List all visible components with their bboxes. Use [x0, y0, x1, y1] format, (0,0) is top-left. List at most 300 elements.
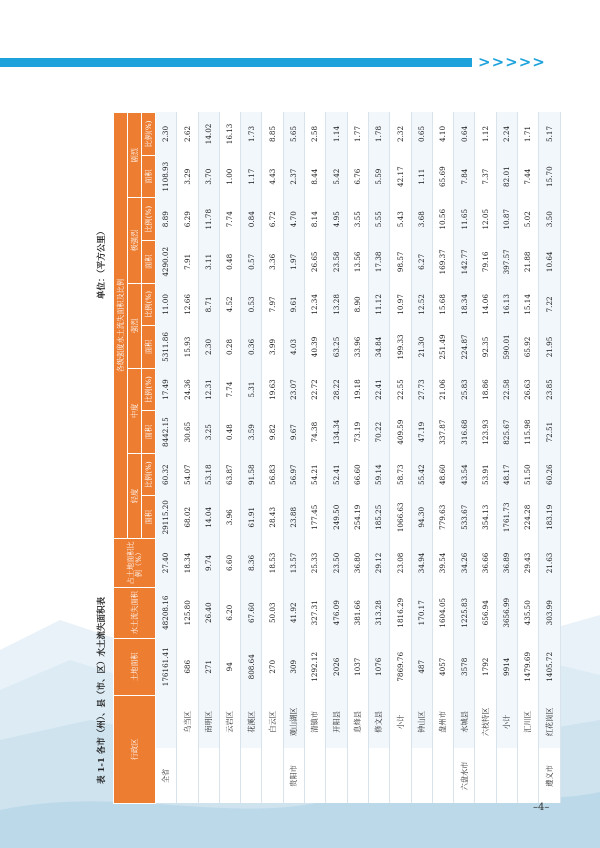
city-cell — [177, 748, 198, 803]
value-cell: 13.56 — [347, 241, 368, 284]
county-cell: 六枝特区 — [475, 695, 496, 748]
value-cell: 3.70 — [198, 155, 219, 198]
value-cell: 9.61 — [283, 283, 304, 326]
value-cell: 6.72 — [262, 198, 283, 241]
city-cell — [305, 748, 326, 803]
value-cell: 125.80 — [177, 587, 198, 638]
county-cell: 修文县 — [368, 695, 389, 748]
header-arrows-icon: >>>>> — [478, 53, 546, 71]
value-cell: 27.40 — [156, 539, 177, 588]
value-cell: 9.82 — [262, 411, 283, 454]
table-body — [156, 113, 561, 804]
value-cell: 4.43 — [262, 155, 283, 198]
value-cell: 183.19 — [539, 496, 560, 539]
value-cell: 1108.93 — [156, 155, 177, 198]
value-cell: 8.44 — [305, 155, 326, 198]
value-cell: 30.65 — [177, 411, 198, 454]
value-cell: 9.67 — [283, 411, 304, 454]
city-cell: 全省 — [156, 748, 177, 803]
value-cell: 10.87 — [496, 198, 517, 241]
table-row — [518, 113, 539, 804]
table-row — [241, 113, 262, 804]
value-cell: 7.84 — [454, 155, 475, 198]
value-cell: 7.22 — [539, 283, 560, 326]
value-cell: 7.74 — [219, 368, 240, 411]
value-cell: 5.31 — [241, 368, 262, 411]
value-cell: 6.27 — [411, 241, 432, 284]
value-cell: 5.42 — [326, 155, 347, 198]
value-cell: 33.96 — [347, 326, 368, 369]
value-cell: 23.88 — [283, 496, 304, 539]
value-cell: 67.60 — [241, 587, 262, 638]
value-cell: 7.37 — [475, 155, 496, 198]
value-cell: 22.41 — [368, 368, 389, 411]
county-cell: 汇川区 — [518, 695, 539, 748]
value-cell: 12.31 — [198, 368, 219, 411]
value-cell: 6.29 — [177, 198, 198, 241]
value-cell: 2.58 — [305, 113, 326, 156]
header-sub-pct: 比例(%) — [142, 453, 156, 496]
value-cell: 13.28 — [326, 283, 347, 326]
value-cell: 55.42 — [411, 453, 432, 496]
header-sub-pct: 比例(%) — [142, 283, 156, 326]
value-cell: 142.77 — [454, 241, 475, 284]
header-sub-pct: 比例(%) — [142, 113, 156, 156]
value-cell: 176161.41 — [156, 638, 177, 695]
value-cell: 1.00 — [219, 155, 240, 198]
value-cell: 2.24 — [496, 113, 517, 156]
header-sub-pct: 比例(%) — [142, 198, 156, 241]
value-cell: 34.94 — [411, 539, 432, 588]
header-loss-pct: 占土地面积比例（%） — [114, 539, 156, 588]
value-cell: 1761.73 — [496, 496, 517, 539]
value-cell: 8.89 — [156, 198, 177, 241]
value-cell: 0.65 — [411, 113, 432, 156]
table-row — [432, 113, 453, 804]
value-cell: 686 — [177, 638, 198, 695]
value-cell: 2.37 — [283, 155, 304, 198]
value-cell: 18.86 — [475, 368, 496, 411]
value-cell: 21.88 — [518, 241, 539, 284]
value-cell: 65.92 — [518, 326, 539, 369]
value-cell: 224.28 — [518, 496, 539, 539]
value-cell: 0.48 — [219, 241, 240, 284]
county-cell: 小计 — [390, 695, 411, 748]
value-cell: 3.50 — [539, 198, 560, 241]
value-cell: 3.29 — [177, 155, 198, 198]
value-cell: 53.18 — [198, 453, 219, 496]
value-cell: 270 — [262, 638, 283, 695]
county-cell: 云岩区 — [219, 695, 240, 748]
table-row — [347, 113, 368, 804]
value-cell: 22.72 — [305, 368, 326, 411]
value-cell: 27.73 — [411, 368, 432, 411]
value-cell: 36.80 — [347, 539, 368, 588]
table-row — [411, 113, 432, 804]
value-cell: 0.84 — [241, 198, 262, 241]
value-cell: 8442.15 — [156, 411, 177, 454]
value-cell: 3656.99 — [496, 587, 517, 638]
value-cell: 29.12 — [368, 539, 389, 588]
value-cell: 487 — [411, 638, 432, 695]
city-cell — [368, 748, 389, 803]
value-cell: 91.58 — [241, 453, 262, 496]
value-cell: 1479.69 — [518, 638, 539, 695]
table-row — [262, 113, 283, 804]
value-cell: 48208.16 — [156, 587, 177, 638]
value-cell: 16.13 — [496, 283, 517, 326]
value-cell: 6.20 — [219, 587, 240, 638]
value-cell: 6.76 — [347, 155, 368, 198]
value-cell: 4057 — [432, 638, 453, 695]
value-cell: 224.87 — [454, 326, 475, 369]
county-cell: 南明区 — [198, 695, 219, 748]
value-cell: 18.34 — [177, 539, 198, 588]
value-cell: 337.87 — [432, 411, 453, 454]
value-cell: 354.13 — [475, 496, 496, 539]
header-sub-area: 面积 — [142, 155, 156, 198]
value-cell: 3.36 — [262, 241, 283, 284]
value-cell: 3.55 — [347, 198, 368, 241]
header-color-band — [0, 58, 472, 67]
value-cell: 0.53 — [241, 283, 262, 326]
value-cell: 68.02 — [177, 496, 198, 539]
value-cell: 24.36 — [177, 368, 198, 411]
value-cell: 199.33 — [390, 326, 411, 369]
value-cell: 7.44 — [518, 155, 539, 198]
table-header — [114, 113, 156, 804]
value-cell: 14.04 — [198, 496, 219, 539]
county-cell: 息烽县 — [347, 695, 368, 748]
header-region: 行政区 — [114, 695, 156, 803]
value-cell: 303.99 — [539, 587, 560, 638]
value-cell: 16.13 — [219, 113, 240, 156]
value-cell: 94.30 — [411, 496, 432, 539]
value-cell: 397.57 — [496, 241, 517, 284]
value-cell: 177.45 — [305, 496, 326, 539]
value-cell: 327.31 — [305, 587, 326, 638]
value-cell: 10.97 — [390, 283, 411, 326]
value-cell: 251.49 — [432, 326, 453, 369]
county-cell: 开阳县 — [326, 695, 347, 748]
value-cell: 0.48 — [219, 411, 240, 454]
value-cell: 40.39 — [305, 326, 326, 369]
value-cell: 17.49 — [156, 368, 177, 411]
value-cell: 313.28 — [368, 587, 389, 638]
value-cell: 28.43 — [262, 496, 283, 539]
value-cell: 1292.12 — [305, 638, 326, 695]
value-cell: 39.54 — [432, 539, 453, 588]
header-grade-severe: 剧烈 — [128, 113, 142, 198]
value-cell: 0.64 — [454, 113, 475, 156]
value-cell: 4.95 — [326, 198, 347, 241]
value-cell: 36.89 — [496, 539, 517, 588]
header-land-area: 土地面积 — [114, 638, 156, 695]
value-cell: 60.32 — [156, 453, 177, 496]
value-cell: 1066.63 — [390, 496, 411, 539]
value-cell: 23.08 — [390, 539, 411, 588]
table-title-row — [95, 112, 109, 804]
value-cell: 25.83 — [454, 368, 475, 411]
value-cell: 56.97 — [283, 453, 304, 496]
value-cell: 19.63 — [262, 368, 283, 411]
value-cell: 2.30 — [156, 113, 177, 156]
value-cell: 48.17 — [496, 453, 517, 496]
county-cell: 水城县 — [454, 695, 475, 748]
value-cell: 22.58 — [496, 368, 517, 411]
value-cell: 8.71 — [198, 283, 219, 326]
value-cell: 1225.83 — [454, 587, 475, 638]
value-cell: 15.70 — [539, 155, 560, 198]
value-cell: 26.65 — [305, 241, 326, 284]
value-cell: 3.59 — [241, 411, 262, 454]
value-cell: 185.25 — [368, 496, 389, 539]
value-cell: 74.38 — [305, 411, 326, 454]
value-cell: 36.66 — [475, 539, 496, 588]
value-cell: 23.85 — [539, 368, 560, 411]
value-cell: 14.06 — [475, 283, 496, 326]
value-cell: 10.64 — [539, 241, 560, 284]
rotated-table-block — [95, 112, 563, 804]
header-loss-area: 水土流失面积 — [114, 587, 156, 638]
value-cell: 12.34 — [305, 283, 326, 326]
value-cell: 51.50 — [518, 453, 539, 496]
table-row — [283, 113, 304, 804]
value-cell: 17.38 — [368, 241, 389, 284]
header-grade-moderate: 中度 — [128, 368, 142, 453]
city-cell: 六盘水市 — [454, 748, 475, 803]
city-cell: 贵阳市 — [283, 748, 304, 803]
value-cell: 309 — [283, 638, 304, 695]
value-cell: 21.95 — [539, 326, 560, 369]
value-cell: 26.63 — [518, 368, 539, 411]
city-cell — [347, 748, 368, 803]
value-cell: 0.28 — [219, 326, 240, 369]
value-cell: 5.17 — [539, 113, 560, 156]
value-cell: 2.30 — [198, 326, 219, 369]
value-cell: 11.78 — [198, 198, 219, 241]
value-cell: 115.98 — [518, 411, 539, 454]
value-cell: 82.01 — [496, 155, 517, 198]
value-cell: 59.14 — [368, 453, 389, 496]
value-cell: 14.02 — [198, 113, 219, 156]
value-cell: 8.36 — [241, 539, 262, 588]
value-cell: 11.65 — [454, 198, 475, 241]
county-cell: 花溪区 — [241, 695, 262, 748]
header-grade-strong: 强烈 — [128, 283, 142, 368]
value-cell: 5.02 — [518, 198, 539, 241]
value-cell: 170.17 — [411, 587, 432, 638]
value-cell: 60.26 — [539, 453, 560, 496]
value-cell: 34.84 — [368, 326, 389, 369]
value-cell: 10.56 — [432, 198, 453, 241]
value-cell: 1405.72 — [539, 638, 560, 695]
value-cell: 21.06 — [432, 368, 453, 411]
value-cell: 3.99 — [262, 326, 283, 369]
city-cell — [496, 748, 517, 803]
value-cell: 15.93 — [177, 326, 198, 369]
value-cell: 779.63 — [432, 496, 453, 539]
value-cell: 54.07 — [177, 453, 198, 496]
table-row — [305, 113, 326, 804]
table-row — [198, 113, 219, 804]
value-cell: 5.65 — [283, 113, 304, 156]
value-cell: 29115.20 — [156, 496, 177, 539]
value-cell: 63.25 — [326, 326, 347, 369]
table-row — [390, 113, 411, 804]
value-cell: 79.16 — [475, 241, 496, 284]
value-cell: 8.14 — [305, 198, 326, 241]
value-cell: 7.74 — [219, 198, 240, 241]
county-cell: 清镇市 — [305, 695, 326, 748]
value-cell: 3.25 — [198, 411, 219, 454]
value-cell: 5.59 — [368, 155, 389, 198]
value-cell: 4.03 — [283, 326, 304, 369]
table-row — [454, 113, 475, 804]
header-sub-area: 面积 — [142, 496, 156, 539]
value-cell: 4.70 — [283, 198, 304, 241]
table-row — [368, 113, 389, 804]
value-cell: 25.33 — [305, 539, 326, 588]
value-cell: 34.26 — [454, 539, 475, 588]
value-cell: 11.12 — [368, 283, 389, 326]
value-cell: 41.92 — [283, 587, 304, 638]
value-cell: 2.62 — [177, 113, 198, 156]
city-cell — [326, 748, 347, 803]
table-row — [326, 113, 347, 804]
value-cell: 476.09 — [326, 587, 347, 638]
value-cell: 15.68 — [432, 283, 453, 326]
header-grade-group: 各级强度水土流失面积及比例 — [114, 113, 128, 539]
header-sub-pct: 比例(%) — [142, 368, 156, 411]
value-cell: 15.14 — [518, 283, 539, 326]
county-cell: 观山湖区 — [283, 695, 304, 748]
value-cell: 13.57 — [283, 539, 304, 588]
value-cell: 4.52 — [219, 283, 240, 326]
value-cell: 29.43 — [518, 539, 539, 588]
table-row — [177, 113, 198, 804]
value-cell: 0.57 — [241, 241, 262, 284]
value-cell: 21.30 — [411, 326, 432, 369]
county-cell: 盘州市 — [432, 695, 453, 748]
table-row — [496, 113, 517, 804]
value-cell: 22.55 — [390, 368, 411, 411]
value-cell: 249.50 — [326, 496, 347, 539]
header-grade-very-strong: 极强烈 — [128, 198, 142, 283]
county-cell: 小计 — [496, 695, 517, 748]
value-cell: 825.67 — [496, 411, 517, 454]
value-cell: 381.66 — [347, 587, 368, 638]
value-cell: 1.78 — [368, 113, 389, 156]
value-cell: 5.43 — [390, 198, 411, 241]
value-cell: 98.57 — [390, 241, 411, 284]
value-cell: 9914 — [496, 638, 517, 695]
value-cell: 52.41 — [326, 453, 347, 496]
value-cell: 409.59 — [390, 411, 411, 454]
value-cell: 12.05 — [475, 198, 496, 241]
value-cell: 7.91 — [177, 241, 198, 284]
value-cell: 72.51 — [539, 411, 560, 454]
value-cell: 1.11 — [411, 155, 432, 198]
value-cell: 4290.02 — [156, 241, 177, 284]
value-cell: 590.01 — [496, 326, 517, 369]
value-cell: 1.77 — [347, 113, 368, 156]
value-cell: 19.18 — [347, 368, 368, 411]
city-cell — [219, 748, 240, 803]
county-cell: 钟山区 — [411, 695, 432, 748]
table-row — [156, 113, 177, 804]
value-cell: 66.60 — [347, 453, 368, 496]
header-grade-light: 轻度 — [128, 453, 142, 538]
value-cell: 61.91 — [241, 496, 262, 539]
value-cell: 58.73 — [390, 453, 411, 496]
value-cell: 2026 — [326, 638, 347, 695]
value-cell: 94 — [219, 638, 240, 695]
header-sub-area: 面积 — [142, 241, 156, 284]
value-cell: 92.35 — [475, 326, 496, 369]
header-sub-area: 面积 — [142, 326, 156, 369]
value-cell: 56.83 — [262, 453, 283, 496]
value-cell: 5311.86 — [156, 326, 177, 369]
table-row — [475, 113, 496, 804]
county-cell: 乌当区 — [177, 695, 198, 748]
value-cell: 21.63 — [539, 539, 560, 588]
value-cell: 7.97 — [262, 283, 283, 326]
value-cell: 63.87 — [219, 453, 240, 496]
value-cell: 3578 — [454, 638, 475, 695]
value-cell: 12.52 — [411, 283, 432, 326]
city-cell — [262, 748, 283, 803]
county-cell: 红花岗区 — [539, 695, 560, 748]
value-cell: 1076 — [368, 638, 389, 695]
value-cell: 18.34 — [454, 283, 475, 326]
value-cell: 3.68 — [411, 198, 432, 241]
value-cell: 5.55 — [368, 198, 389, 241]
value-cell: 73.19 — [347, 411, 368, 454]
soil-erosion-table — [113, 112, 561, 804]
value-cell: 533.67 — [454, 496, 475, 539]
table-row — [219, 113, 240, 804]
value-cell: 1.17 — [241, 155, 262, 198]
city-cell — [518, 748, 539, 803]
value-cell: 0.36 — [241, 326, 262, 369]
value-cell: 123.93 — [475, 411, 496, 454]
value-cell: 11.00 — [156, 283, 177, 326]
value-cell: 3.96 — [219, 496, 240, 539]
value-cell: 23.58 — [326, 241, 347, 284]
value-cell: 8.90 — [347, 283, 368, 326]
county-cell: 白云区 — [262, 695, 283, 748]
value-cell: 254.19 — [347, 496, 368, 539]
value-cell: 7869.76 — [390, 638, 411, 695]
table-row — [539, 113, 560, 804]
value-cell: 1.97 — [283, 241, 304, 284]
value-cell: 43.54 — [454, 453, 475, 496]
value-cell: 2.32 — [390, 113, 411, 156]
value-cell: 1037 — [347, 638, 368, 695]
value-cell: 65.69 — [432, 155, 453, 198]
header-sub-area: 面积 — [142, 411, 156, 454]
value-cell: 271 — [198, 638, 219, 695]
value-cell: 134.34 — [326, 411, 347, 454]
table-unit: 单位：（平方公里） — [97, 226, 107, 299]
county-cell — [156, 695, 177, 748]
value-cell: 53.91 — [475, 453, 496, 496]
table-title: 表 1-1 各市（州）、县（市、区）水土流失面积表 — [97, 596, 107, 784]
city-cell — [198, 748, 219, 803]
value-cell: 1.12 — [475, 113, 496, 156]
value-cell: 3.11 — [198, 241, 219, 284]
